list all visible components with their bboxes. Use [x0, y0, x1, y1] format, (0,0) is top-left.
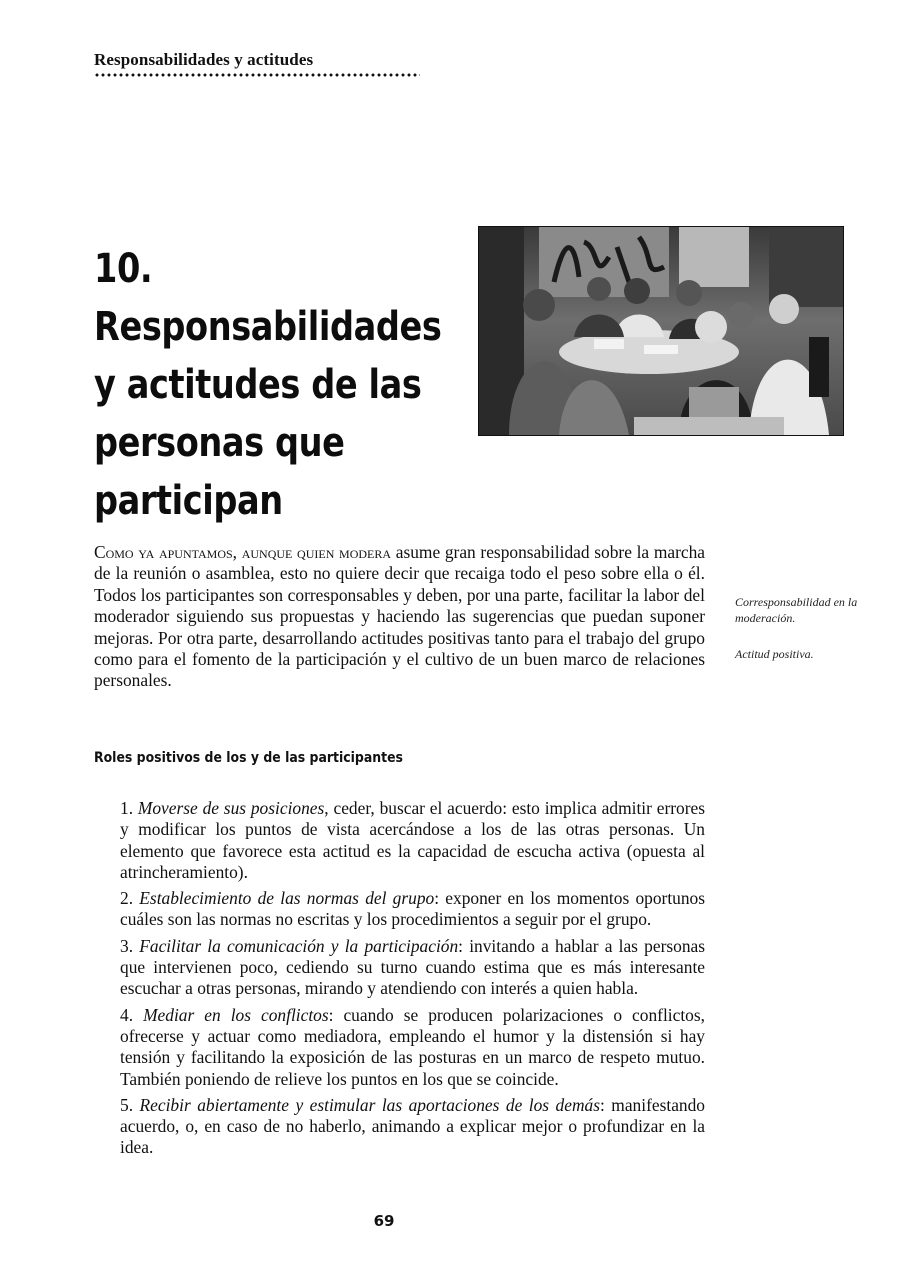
role-title: Establecimiento de las normas del grupo: [139, 888, 435, 909]
role-item: [120, 936, 705, 1000]
role-title: Recibir abiertamente y estimular las aportaciones de los demás: [139, 1094, 600, 1115]
margin-note: Corresponsabilidad en la moderación.: [735, 595, 858, 625]
section-heading: Roles positivos de los y de las participantes: [94, 750, 403, 766]
role-text: : invitando a hablar a las personas que intervienen poco, cediendo su turno cuando estima que es más interesante escuchar a otras personas, mirando y atendiendo con interés a quien habla.: [120, 935, 706, 999]
intro-lead: Como ya apuntamos, aunque quien modera: [94, 542, 392, 562]
margin-notes: [735, 594, 865, 682]
margin-note: Actitud positiva.: [735, 647, 814, 661]
role-title: Moverse de sus posiciones: [137, 798, 325, 818]
role-number: 3.: [120, 935, 140, 956]
intro-paragraph: [94, 542, 705, 692]
roles-list: [120, 798, 705, 1164]
page-number: 69: [373, 1212, 395, 1230]
dotted-divider: [94, 73, 420, 77]
role-text: : cuando se producen polarizaciones o conflictos, ofrecerse y actuar como mediadora, empleando el humor y la distensión si hay tensión y facilitando la exposición de las posturas en un marco de respeto mutuo. También poniendo de relieve los puntos en los que se coincide.: [120, 1004, 705, 1089]
role-number: 1.: [120, 798, 138, 818]
role-number: 5.: [120, 1094, 140, 1115]
chapter-title: 10. Responsabilidades y actitudes de las personas que participan: [94, 246, 442, 524]
photo-illustration: [479, 227, 843, 435]
role-item: [120, 1095, 705, 1159]
intro-text: asume gran responsabilidad sobre la marcha de la reunión o asamblea, esto no quiere decir que recaiga todo el peso sobre ella o él. Todos los participantes son corresponsables y deben, por una parte, facilitar la labor del moderador siguiendo sus propuestas y haciendo las sugerencias que puedan suponer mejoras. Por otra parte, desarrollando actitudes positivas tanto para el trabajo del grupo como para el fomento de la participación y el cultivo de un buen marco de relaciones personales.: [94, 542, 706, 691]
role-item: [120, 1005, 705, 1090]
role-item: [120, 798, 705, 883]
group-meeting-photo: [478, 226, 844, 436]
role-text: : manifestando acuerdo, o, en caso de no haberlo, animando a explicar mejor o profundizar en la idea.: [120, 1094, 705, 1158]
role-number: 2.: [120, 888, 140, 909]
role-number: 4.: [120, 1004, 144, 1025]
role-text: , ceder, buscar el acuerdo: esto implica admitir errores y modificar los puntos de vista acercándose a los de las otras personas. Un elemento que favorece esta actitud es la capacidad de escucha activa (opuesta al atrincheramiento).: [120, 798, 706, 882]
role-title: Facilitar la comunicación y la participación: [139, 935, 459, 956]
role-title: Mediar en los conflictos: [143, 1004, 329, 1025]
role-item: [120, 888, 705, 931]
role-text: : exponer en los momentos oportunos cuáles son las normas no escritas y los procedimientos a seguir por el grupo.: [120, 888, 706, 930]
running-header: Responsabilidades y actitudes: [94, 50, 314, 69]
